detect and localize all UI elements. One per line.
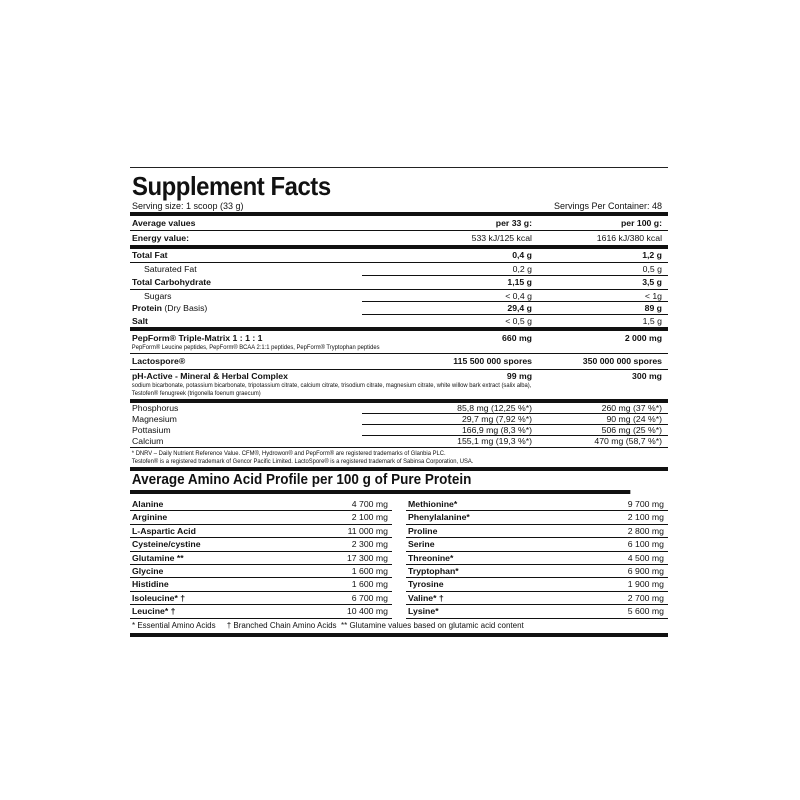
amino-row <box>406 552 668 565</box>
nutrition-row-saturated-fat <box>130 263 668 276</box>
amino-row <box>130 511 392 524</box>
row-value-2: < 1g <box>644 291 662 301</box>
phactive-note-2: Testofen® fenugreek (trigonella foenum graecum) <box>131 390 261 397</box>
amino-name: Glycine <box>132 565 164 576</box>
amino-value: 6 100 mg <box>627 539 664 550</box>
lactospore-label: Lactospore® <box>132 356 186 366</box>
row-value-1: 85,8 mg (12,25 %*) <box>457 403 532 413</box>
lactospore-v1: 115 500 000 spores <box>453 356 532 366</box>
amino-value: 2 100 mg <box>351 512 388 523</box>
panel-title: Supplement Facts <box>132 171 331 201</box>
nutrition-row-energy <box>130 231 668 249</box>
header-col1: per 33 g: <box>495 218 532 228</box>
amino-value: 5 600 mg <box>627 606 664 617</box>
amino-row <box>406 605 668 618</box>
amino-row <box>406 565 668 578</box>
amino-name: Valine* † <box>408 592 444 603</box>
pepform-block <box>130 331 668 354</box>
amino-footer: * Essential Amino Acids † Branched Chain Amino Acids ** Glutamine values based on glutamic acid content <box>130 619 668 637</box>
supplement-facts-panel <box>130 167 668 637</box>
row-value-1: < 0,5 g <box>505 316 532 326</box>
amino-name: Serine <box>408 539 435 550</box>
row-label: Sugars <box>144 291 172 301</box>
row-label: Magnesium <box>132 414 177 424</box>
row-value-2: 3,5 g <box>642 277 662 287</box>
amino-row <box>130 525 392 538</box>
amino-value: 2 800 mg <box>627 525 664 536</box>
protein-sub: (Dry Basis) <box>161 303 208 313</box>
lactospore-v2: 350 000 000 spores <box>582 356 662 366</box>
row-value-1: 29,7 mg (7,92 %*) <box>461 414 532 424</box>
amino-row <box>130 578 392 591</box>
amino-name: Leucine* † <box>132 606 176 617</box>
phactive-block <box>130 370 668 403</box>
row-value-2: 89 g <box>644 303 662 313</box>
header-row <box>130 216 668 231</box>
amino-row <box>406 525 668 538</box>
row-label: Pottasium <box>132 425 171 435</box>
amino-value: 9 700 mg <box>627 499 664 509</box>
amino-row <box>130 592 392 605</box>
amino-value: 1 600 mg <box>351 579 388 590</box>
row-value-2: 506 mg (25 %*) <box>601 425 662 435</box>
row-value-1: 0,2 g <box>512 264 532 274</box>
row-value-2: 0,5 g <box>642 264 662 274</box>
row-label: Total Fat <box>132 250 168 260</box>
pepform-label: PepForm® Triple-Matrix 1 : 1 : 1 <box>132 333 263 343</box>
amino-row <box>130 498 392 511</box>
mineral-row-magnesium <box>130 414 668 425</box>
phactive-row <box>130 371 668 382</box>
amino-row <box>130 565 392 578</box>
header-col2: per 100 g: <box>620 218 662 228</box>
nutrition-row-total-carbohydrate <box>130 276 668 290</box>
amino-value: 2 300 mg <box>351 539 388 550</box>
pepform-row <box>130 333 668 344</box>
servings-per-container: Servings Per Container: 48 <box>553 201 662 211</box>
amino-row <box>406 578 668 591</box>
mineral-row-phosphorus <box>130 403 668 414</box>
row-label: Phosphorus <box>132 403 179 413</box>
row-value-1: 29,4 g <box>507 303 532 313</box>
row-value-2: 1,2 g <box>642 250 662 260</box>
amino-value: 11 000 mg <box>347 525 388 536</box>
row-value-1: < 0,4 g <box>505 291 532 301</box>
amino-value: 17 300 mg <box>346 552 388 563</box>
amino-row <box>406 498 668 511</box>
amino-row <box>406 538 668 551</box>
amino-name: Alanine <box>132 499 164 509</box>
row-value-2: 260 mg (37 %*) <box>601 403 662 413</box>
footnote-1: * DNRV – Daily Nutrient Reference Value. CFM®, Hydrowon® and PepForm® are registered trademarks of Glanbia PLC. <box>131 450 446 457</box>
pepform-note: PepForm® Leucine peptides, PepForm® BCAA 2:1:1 peptides, PepForm® Tryptophan peptides <box>131 344 380 351</box>
amino-row <box>130 538 392 551</box>
row-label: Total Carbohydrate <box>132 277 212 287</box>
amino-value: 2 700 mg <box>627 592 664 603</box>
protein-label: Protein <box>132 303 162 313</box>
header-label: Average values <box>132 218 196 228</box>
pepform-v2: 2 000 mg <box>624 333 662 343</box>
row-value-1: 155,1 mg (19,3 %*) <box>457 436 532 446</box>
amino-row <box>406 592 668 605</box>
amino-value: 4 700 mg <box>351 499 388 509</box>
nutrition-row-protein <box>130 302 668 315</box>
row-label: Salt <box>132 316 148 326</box>
mineral-row-calcium <box>130 436 668 448</box>
amino-row <box>130 605 392 618</box>
top-rule <box>130 167 668 168</box>
serving-info <box>130 201 668 216</box>
amino-column-left <box>130 498 392 619</box>
amino-name: Isoleucine* † <box>132 592 186 603</box>
amino-name: Methionine* <box>408 499 458 509</box>
row-value-2: 90 mg (24 %*) <box>606 414 662 424</box>
amino-row <box>406 511 668 524</box>
mineral-row-pottasium <box>130 425 668 436</box>
row-value-2: 1,5 g <box>642 316 662 326</box>
phactive-label: pH-Active - Mineral & Herbal Complex <box>132 371 288 381</box>
amino-name: L-Aspartic Acid <box>132 525 196 536</box>
row-label: Calcium <box>132 436 164 446</box>
row-value-1: 166,9 mg (8,3 %*) <box>461 425 532 435</box>
nutrition-row-total-fat <box>130 249 668 263</box>
amino-name: Tryptophan* <box>408 565 459 576</box>
amino-name: Phenylalanine* <box>408 512 470 523</box>
serving-size: Serving size: 1 scoop (33 g) <box>132 201 244 211</box>
amino-name: Cysteine/cystine <box>132 539 201 550</box>
amino-title: Average Amino Acid Profile per 100 g of Pure Protein <box>130 471 630 494</box>
footnotes <box>130 448 668 471</box>
phactive-v2: 300 mg <box>632 371 662 381</box>
row-value-1: 1,15 g <box>507 277 532 287</box>
amino-name: Histidine <box>132 579 169 590</box>
amino-name: Arginine <box>132 512 168 523</box>
amino-row <box>130 552 392 565</box>
row-label: Energy value: <box>132 233 189 243</box>
nutrition-row-sugars <box>130 290 668 302</box>
amino-name: Proline <box>408 525 438 536</box>
row-value-2: 1616 kJ/380 kcal <box>596 233 662 243</box>
row-label: Saturated Fat <box>144 264 197 274</box>
pepform-v1: 660 mg <box>502 333 532 343</box>
row-value-2: 470 mg (58,7 %*) <box>594 436 662 446</box>
amino-column-right <box>406 498 668 619</box>
amino-name: Lysine* <box>408 606 439 617</box>
row-label <box>132 302 388 315</box>
amino-name: Glutamine ** <box>132 552 184 563</box>
amino-value: 2 100 mg <box>627 512 664 523</box>
nutrition-row-salt <box>130 315 668 331</box>
amino-name: Tyrosine <box>408 579 444 590</box>
amino-value: 6 900 mg <box>627 565 664 576</box>
row-value-1: 0,4 g <box>512 250 532 260</box>
amino-value: 4 500 mg <box>627 552 664 563</box>
lactospore-row <box>130 354 668 370</box>
amino-value: 1 900 mg <box>627 579 664 590</box>
phactive-v1: 99 mg <box>506 371 532 381</box>
amino-name: Threonine* <box>408 552 454 563</box>
amino-value: 10 400 mg <box>346 606 388 617</box>
amino-value: 6 700 mg <box>351 592 388 603</box>
phactive-note-1: sodium bicarbonate, potassium bicarbonate, tripotassium citrate, calcium citrate, trisodium citrate, magnesium citrate, white willow bark extract (salix alba), <box>131 382 532 389</box>
footnote-2: Testofen® is a registered trademark of Gencor Pacific Limited. LactoSpore® is a registered trademark of Sabinsa Corporation, USA. <box>131 458 474 465</box>
amino-table <box>130 494 668 619</box>
row-value-1: 533 kJ/125 kcal <box>471 233 532 243</box>
amino-value: 1 600 mg <box>351 565 388 576</box>
